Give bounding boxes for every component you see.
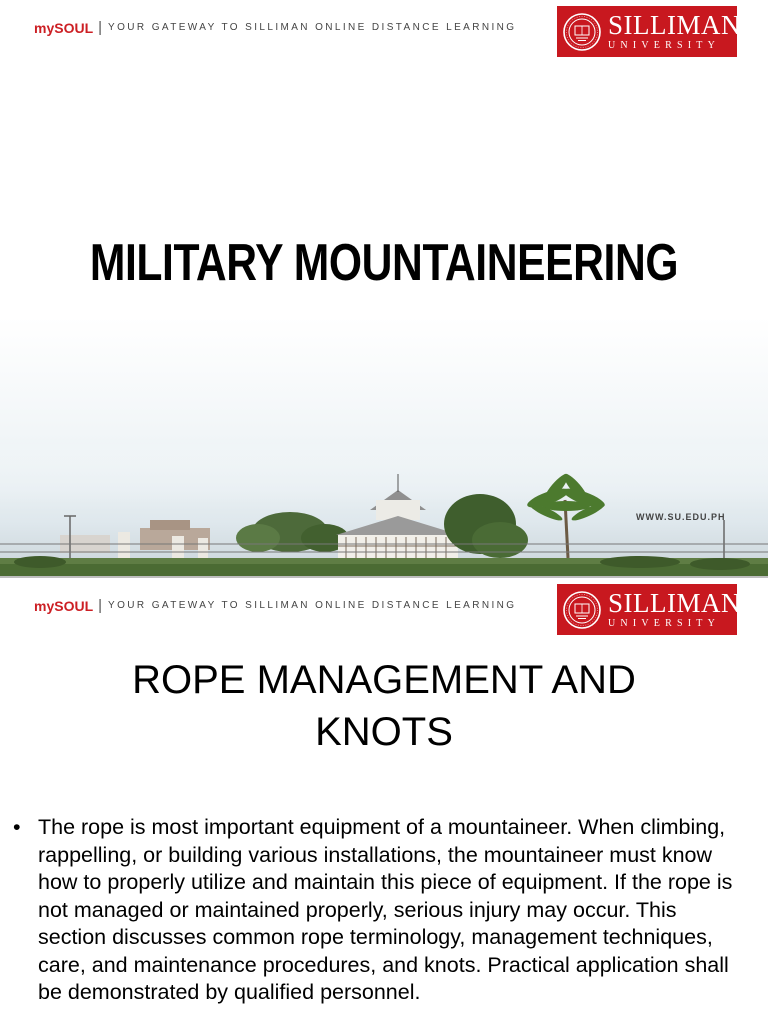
brand-soul: SOUL: [54, 20, 94, 36]
mysoul-brand: [34, 18, 516, 38]
logo-name: SILLIMAN: [608, 10, 741, 40]
bullet-icon: •: [13, 815, 21, 839]
brand-soul: SOUL: [54, 598, 94, 614]
logo-name: SILLIMAN: [608, 588, 741, 618]
brand-my: my: [34, 598, 55, 614]
campus-panorama-image: [0, 440, 768, 576]
slide-title: [40, 654, 728, 758]
silliman-logo: [557, 584, 741, 635]
slide-title: MILITARY MOUNTAINEERING: [89, 234, 679, 292]
brand-separator: |: [98, 597, 103, 614]
logo-subtitle: UNIVERSITY: [608, 40, 720, 51]
mysoul-brand: [34, 596, 516, 616]
university-seal-icon: [562, 12, 602, 52]
silliman-logo: [557, 6, 741, 57]
slide-title-line-1: ROPE MANAGEMENT AND: [132, 658, 636, 702]
bullet-text: The rope is most important equipment of a mountaineer. When climbing, rappelling, or building various installations, the mountaineer must know how to properly utilize and maintain this piece of equipment. If the rope is not managed or maintained properly, serious injury may occur. This section discusses common rope terminology, management techniques, care, and maintenance procedures, and knots. Practical application shall be demonstrated by qualified personnel.: [38, 815, 733, 1004]
content-slide: [0, 578, 768, 1024]
slide-header: [0, 578, 768, 634]
slide-header: [0, 0, 768, 56]
brand-separator: |: [98, 19, 103, 36]
logo-subtitle: UNIVERSITY: [608, 618, 720, 629]
brand-my: my: [34, 20, 55, 36]
bullet-item: [12, 814, 752, 1007]
university-seal-icon: [562, 590, 602, 630]
slide-title-line-2: KNOTS: [315, 710, 453, 754]
brand-tagline: YOUR GATEWAY TO SILLIMAN ONLINE DISTANCE LEARNING: [108, 600, 517, 611]
brand-tagline: YOUR GATEWAY TO SILLIMAN ONLINE DISTANCE LEARNING: [108, 22, 517, 33]
website-url: WWW.SU.EDU.PH: [636, 512, 726, 522]
